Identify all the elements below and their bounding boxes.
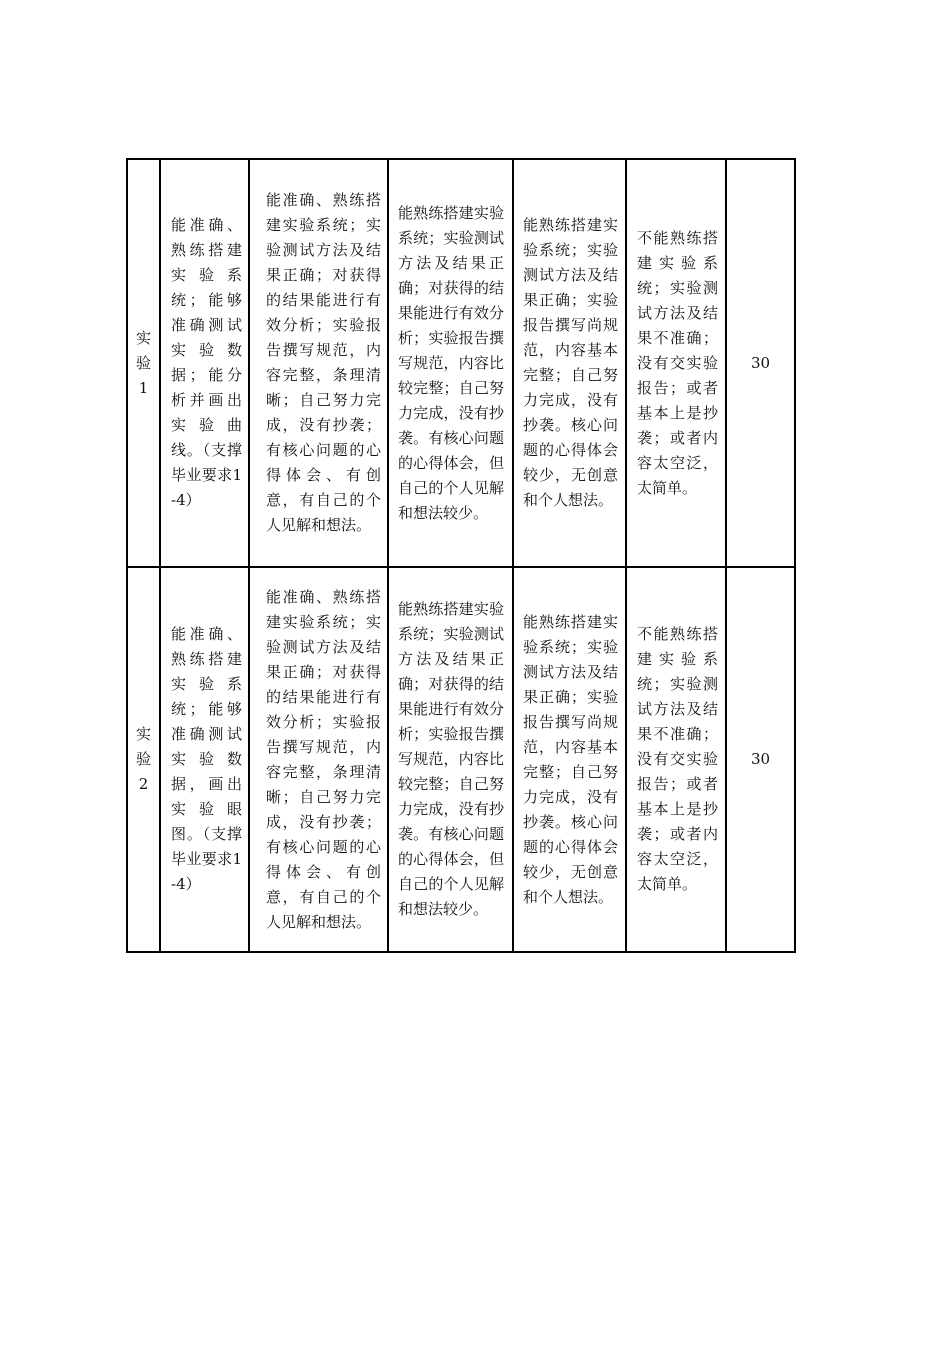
grading-rubric-table (126, 158, 796, 953)
criteria-level-b-cell: 能熟练搭建实验系统；实验测试方法及结果正确；对获得的结果能进行有效分析；实验报告撰写规范，内容比较完整；自己努力完成，没有抄袭。有核心问题的心得体会，但自己的个人见解和想法较少。 (388, 159, 513, 567)
experiment-label-cell (127, 159, 160, 567)
criteria-level-a-cell: 能准确、熟练搭建实验系统；实验测试方法及结果正确；对获得的结果能进行有效分析；实验报告撰写规范，内容完整，条理清晰；自己努力完成，没有抄袭；有核心问题的心得体会、有创意，有自己的个人见解和想法。 (249, 567, 388, 952)
criteria-level-d-cell: 不能熟练搭建实验系统；实验测试方法及结果不准确；没有交实验报告；或者基本上是抄袭；或者内容太空泛，太简单。 (626, 159, 726, 567)
score-cell: 30 (726, 567, 795, 952)
experiment-label-char: 实 (135, 725, 151, 743)
experiment-label-char: 实 (135, 328, 151, 347)
experiment-label-number: 1 (138, 378, 149, 397)
table-row (127, 567, 795, 952)
criteria-level-b-cell: 能熟练搭建实验系统；实验测试方法及结果正确；对获得的结果能进行有效分析；实验报告撰写规范，内容比较完整；自己努力完成，没有抄袭。有核心问题的心得体会，但自己的个人见解和想法较少。 (388, 567, 513, 952)
criteria-level-c-cell: 能熟练搭建实验系统；实验测试方法及结果正确；实验报告撰写尚规范，内容基本完整；自己努力完成，没有抄袭。核心问题的心得体会较少，无创意和个人想法。 (513, 567, 626, 952)
criteria-level-d-cell: 不能熟练搭建实验系统；实验测试方法及结果不准确；没有交实验报告；或者基本上是抄袭；或者内容太空泛，太简单。 (626, 567, 726, 952)
table-row (127, 159, 795, 567)
experiment-label-char: 验 (135, 353, 151, 372)
experiment-label-number: 2 (138, 775, 149, 793)
experiment-label-char: 验 (135, 750, 151, 768)
criteria-level-c-cell: 能熟练搭建实验系统；实验测试方法及结果正确；实验报告撰写尚规范，内容基本完整；自己努力完成，没有抄袭。核心问题的心得体会较少，无创意和个人想法。 (513, 159, 626, 567)
objective-cell: 能准确、熟练搭建实验系统；能够准确测试实验数据；能分析并画出实验曲线。（支撑毕业要求1-4） (160, 159, 249, 567)
objective-cell: 能准确、熟练搭建实验系统；能够准确测试实验数据，画出实验眼图。（支撑毕业要求1-4） (160, 567, 249, 952)
score-cell: 30 (726, 159, 795, 567)
criteria-level-a-cell: 能准确、熟练搭建实验系统；实验测试方法及结果正确；对获得的结果能进行有效分析；实验报告撰写规范，内容完整，条理清晰；自己努力完成，没有抄袭；有核心问题的心得体会、有创意，有自己的个人见解和想法。 (249, 159, 388, 567)
experiment-label-cell (127, 567, 160, 952)
